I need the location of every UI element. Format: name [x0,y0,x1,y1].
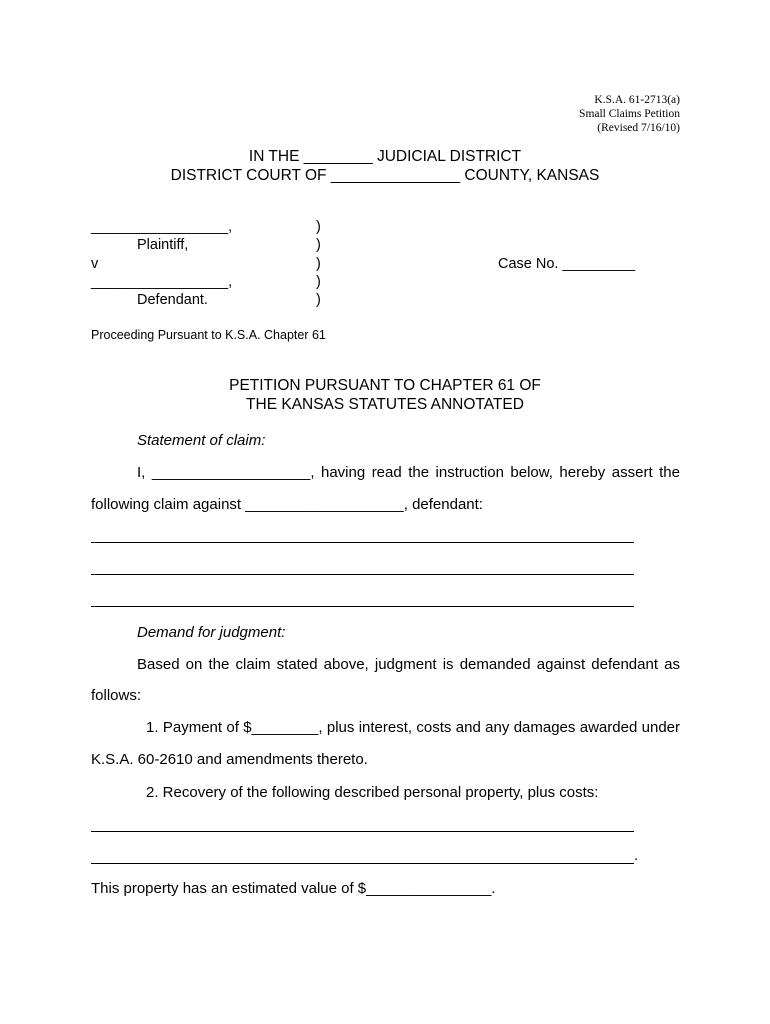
case-number-field: Case No. _________ [498,256,636,272]
form-statute-ref: K.S.A. 61-2713(a) [594,94,680,106]
statement-of-claim-heading: Statement of claim: [137,432,266,449]
court-header-district: IN THE ________ JUDICIAL DISTRICT [248,148,522,165]
demand-item1-line2: K.S.A. 60-2610 and amendments thereto. [91,751,368,768]
demand-item1-line1: 1. Payment of $________, plus interest, costs and any damages awarded under [146,719,680,736]
defendant-name-blank: _________________, [91,274,233,290]
petition-title-line2: THE KANSAS STATUTES ANNOTATED [246,396,524,413]
demand-item2: 2. Recovery of the following described personal property, plus costs: [146,784,599,801]
property-line-period: . [634,847,639,864]
versus-label: v [91,256,99,272]
claim-blank-line [91,542,634,543]
claim-blank-line [91,606,634,607]
caption-paren: ) [316,274,321,290]
property-value-line: This property has an estimated value of $_______________. [91,880,496,897]
plaintiff-name-blank: _________________, [91,219,233,235]
property-blank-line [91,831,634,832]
defendant-label: Defendant. [137,292,208,308]
statement-line-defendant: following claim against ___________________, defendant: [91,496,483,513]
plaintiff-label: Plaintiff, [137,237,189,253]
property-blank-line [91,863,634,864]
caption-paren: ) [316,219,321,235]
demand-line2: follows: [91,687,142,704]
proceeding-note: Proceeding Pursuant to K.S.A. Chapter 61 [91,328,326,342]
court-header-county: DISTRICT COURT OF _______________ COUNTY, KANSAS [170,167,600,184]
form-revised-date: (Revised 7/16/10) [597,122,680,134]
demand-line1: Based on the claim stated above, judgment is demanded against defendant as [137,656,680,673]
caption-paren: ) [316,292,321,308]
claim-blank-line [91,574,634,575]
petition-title-line1: PETITION PURSUANT TO CHAPTER 61 OF [229,377,541,394]
caption-paren: ) [316,237,321,253]
statement-line-claimant: I, ___________________, having read the instruction below, hereby assert the [137,464,680,481]
demand-heading: Demand for judgment: [137,624,286,641]
form-name: Small Claims Petition [579,108,680,120]
caption-paren: ) [316,256,321,272]
